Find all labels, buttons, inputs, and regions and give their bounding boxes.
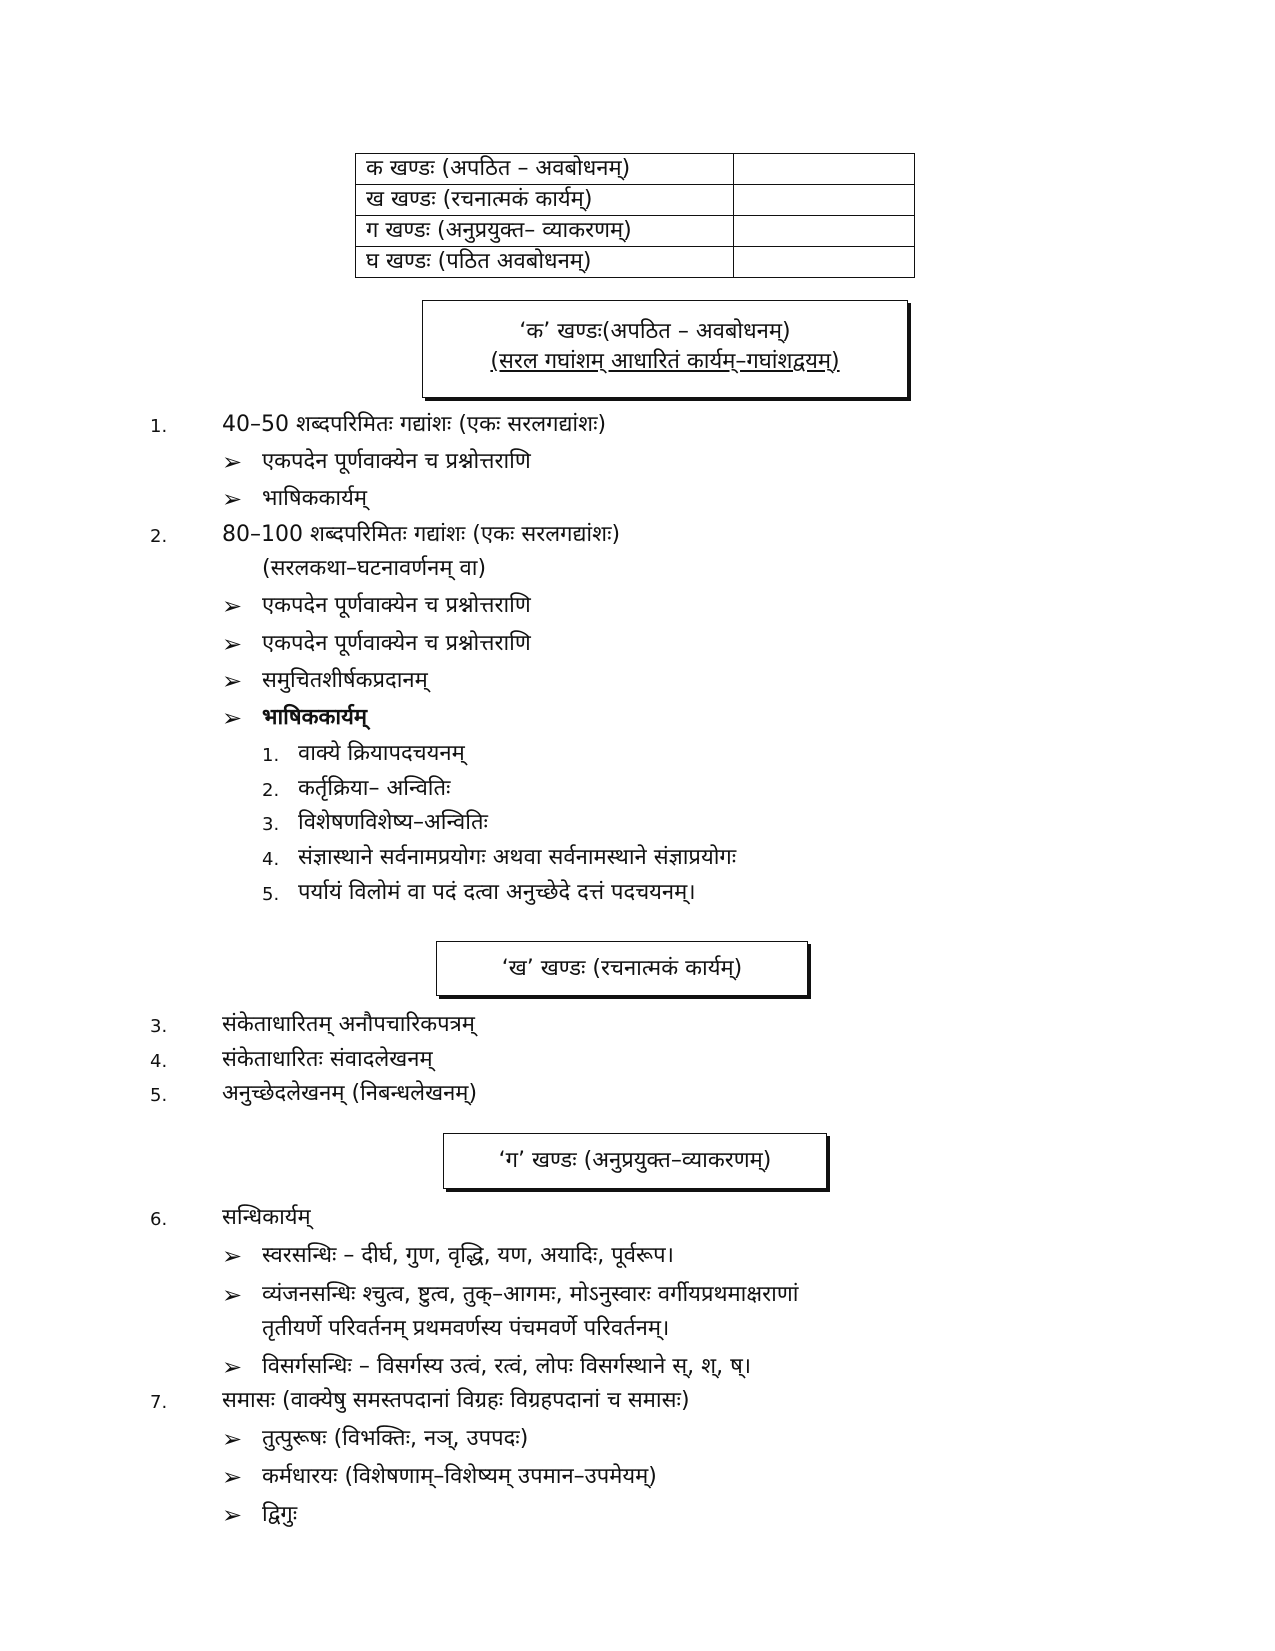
subitem-number: 2.	[262, 780, 280, 801]
section-ka-subtitle: (सरल गघांशम् आधारितं कार्यम्–गघांशद्वयम्)	[490, 349, 840, 374]
section-ga-title: ‘ग’ खण्डः (अनुप्रयुक्त–व्याकरणम्)	[498, 1148, 772, 1173]
summary-table	[355, 153, 915, 278]
section-ka-title: ‘क’ खण्डः(अपठित – अवबोधनम्)	[519, 319, 791, 344]
item-text: समासः (वाक्येषु समस्तपदानां विग्रहः विग्रहपदानां च समासः)	[222, 1388, 690, 1413]
table-cell-value	[734, 154, 915, 185]
section-ka-box	[422, 300, 908, 398]
bullet-arrow-icon: ➢	[222, 592, 243, 620]
subitem-text: विशेषणविशेष्य–अन्वितिः	[298, 810, 488, 835]
subitem-text: वाक्ये क्रियापदचयनम्	[298, 741, 465, 766]
item-number: 6.	[150, 1209, 168, 1230]
bullet-text: एकपदेन पूर्णवाक्येन च प्रश्नोत्तराणि	[262, 593, 531, 618]
section-kha-title: ‘ख’ खण्डः (रचनात्मकं कार्यम्)	[501, 956, 743, 981]
bullet-text: भाषिककार्यम्	[262, 705, 367, 730]
item-text: 40–50 शब्दपरिमितः गद्यांशः (एकः सरलगद्यांशः)	[222, 412, 607, 437]
bullet-arrow-icon: ➢	[222, 630, 243, 658]
item-text: संकेताधारितम् अनौपचारिकपत्रम्	[222, 1012, 475, 1037]
bullet-text: स्वरसन्धिः – दीर्घ, गुण, वृद्धि, यण, अयादिः, पूर्वरूप।	[262, 1243, 674, 1268]
bullet-arrow-icon: ➢	[222, 1463, 243, 1491]
bullet-text: एकपदेन पूर्णवाक्येन च प्रश्नोत्तराणि	[262, 449, 531, 474]
item-number: 5.	[150, 1085, 168, 1106]
table-cell-label: ग खण्डः (अनुप्रयुक्त– व्याकरणम्)	[356, 216, 734, 247]
bullet-text: विसर्गसन्धिः – विसर्गस्य उत्वं, रत्वं, लोपः विसर्गस्थाने स्, श्, ष्।	[262, 1354, 752, 1379]
bullet-arrow-icon: ➢	[222, 1281, 243, 1309]
section-kha-box	[436, 941, 808, 996]
bullet-text: व्यंजनसन्धिः श्चुत्व, ष्टुत्व, तुक्–आगमः, मोऽनुस्वारः वर्गीयप्रथमाक्षराणां	[262, 1282, 799, 1307]
bullet-arrow-icon: ➢	[222, 1425, 243, 1453]
table-cell-label: घ खण्डः (पठित अवबोधनम्)	[356, 247, 734, 278]
item-number: 4.	[150, 1051, 168, 1072]
bullet-arrow-icon: ➢	[222, 1501, 243, 1529]
table-row	[356, 154, 915, 185]
table-cell-label: क खण्डः (अपठित – अवबोधनम्)	[356, 154, 734, 185]
item-continuation: तृतीयर्णे परिवर्तनम् प्रथमवर्णस्य पंचमवर्णे परिवर्तनम्।	[262, 1316, 670, 1341]
bullet-text: कर्मधारयः (विशेषणाम्–विशेष्यम् उपमान–उपमेयम्)	[262, 1464, 657, 1489]
subitem-number: 4.	[262, 849, 280, 870]
bullet-arrow-icon: ➢	[222, 704, 243, 732]
section-ga-box	[443, 1133, 827, 1189]
bullet-arrow-icon: ➢	[222, 1242, 243, 1270]
bullet-text: समुचितशीर्षकप्रदानम्	[262, 668, 428, 693]
subitem-text: कर्तृक्रिया– अन्वितिः	[298, 776, 451, 801]
table-row	[356, 247, 915, 278]
table-cell-value	[734, 216, 915, 247]
subitem-number: 3.	[262, 814, 280, 835]
subitem-number: 1.	[262, 745, 280, 766]
item-number: 2.	[150, 526, 168, 547]
bullet-arrow-icon: ➢	[222, 448, 243, 476]
bullet-arrow-icon: ➢	[222, 485, 243, 513]
table-cell-label: ख खण्डः (रचनात्मकं कार्यम्)	[356, 185, 734, 216]
subitem-text: पर्यायं विलोमं वा पदं दत्वा अनुच्छेदे दत्तं पदचयनम्।	[298, 880, 696, 905]
subitem-number: 5.	[262, 884, 280, 905]
item-number: 1.	[150, 416, 168, 437]
bullet-text: द्विगुः	[262, 1502, 298, 1527]
item-text: संकेताधारितः संवादलेखनम्	[222, 1047, 433, 1072]
table-cell-value	[734, 247, 915, 278]
subitem-text: संज्ञास्थाने सर्वनामप्रयोगः अथवा सर्वनामस्थाने संज्ञाप्रयोगः	[298, 845, 737, 870]
table-row	[356, 185, 915, 216]
bullet-text: भाषिककार्यम्	[262, 486, 367, 511]
item-text: अनुच्छेदलेखनम् (निबन्धलेखनम्)	[222, 1081, 478, 1106]
item-number: 3.	[150, 1016, 168, 1037]
item-text: सन्धिकार्यम्	[222, 1205, 311, 1230]
item-text: 80–100 शब्दपरिमितः गद्यांशः (एकः सरलगद्यांशः)	[222, 522, 621, 547]
item-number: 7.	[150, 1392, 168, 1413]
bullet-text: एकपदेन पूर्णवाक्येन च प्रश्नोत्तराणि	[262, 631, 531, 656]
item-continuation: (सरलकथा–घटनावर्णनम् वा)	[262, 556, 487, 581]
bullet-arrow-icon: ➢	[222, 667, 243, 695]
bullet-arrow-icon: ➢	[222, 1353, 243, 1381]
table-row	[356, 216, 915, 247]
table-cell-value	[734, 185, 915, 216]
bullet-text: तुत्पुरूषः (विभक्तिः, नञ्, उपपदः)	[262, 1426, 529, 1451]
